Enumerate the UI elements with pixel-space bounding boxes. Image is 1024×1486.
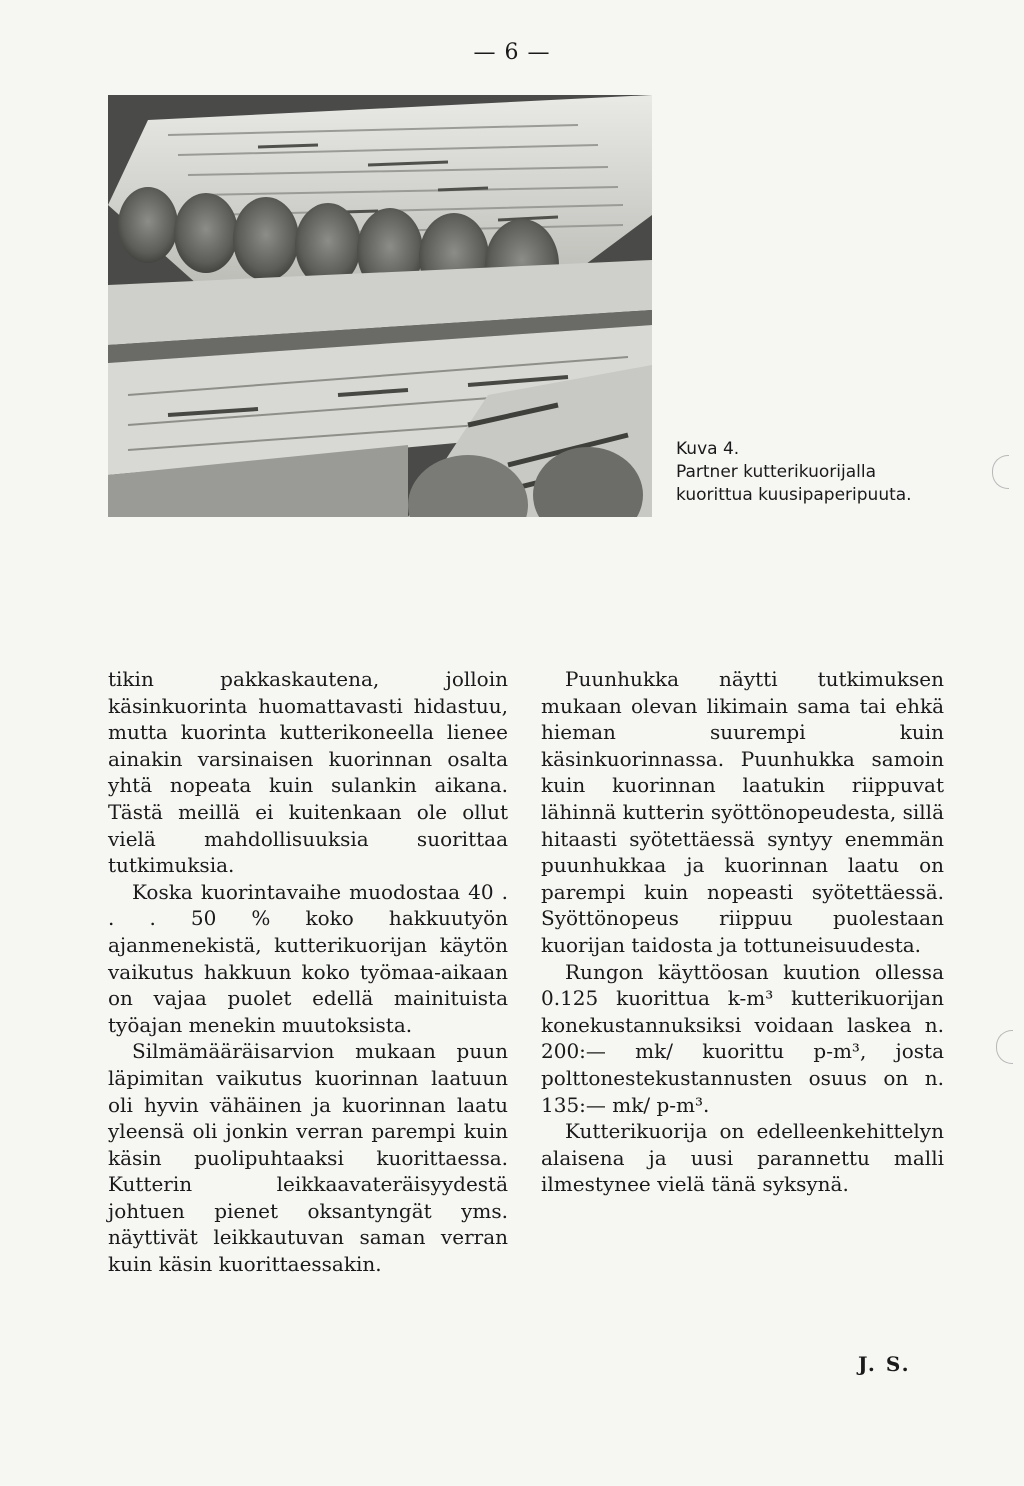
paragraph: Puunhukka näytti tutkimuksen mukaan olevan likimain sama tai ehkä hieman suurempi kuin käsinkuorinnassa. Puunhukka samoin kuin kuorinnan laatukin riippuvat lähinnä kutterin syöttönopeudesta, sillä hitaasti syötettäessä syntyy enemmän puunhukkaa ja kuorinnan laatu on parempi kuin nopeasti syötettäessä. Syöttönopeus riippuu puolestaan kuorijan taidosta ja tottuneisuudesta. <box>541 667 944 957</box>
figure-label: Kuva 4. <box>676 439 740 459</box>
figure-caption-line: kuorittua kuusipaperipuuta. <box>676 485 912 505</box>
binding-hole-mark <box>996 1030 1013 1064</box>
author-signature: J. S. <box>858 1352 911 1376</box>
page-number: — 6 — <box>473 40 551 65</box>
figure-photo <box>108 95 652 517</box>
paragraph: Rungon käyttöosan kuution ollessa 0.125 kuorittua k-m³ kutterikuorijan konekustannuksiksi voidaan laskea n. 200:— mk/ kuorittu p-m³, josta polttonestekustannusten osuus on n. 135:— mk/ p-m³. <box>541 959 944 1117</box>
figure-caption-line: Partner kutterikuorijalla <box>676 462 876 482</box>
right-text-column <box>541 666 944 1198</box>
paragraph: Kutterikuorija on edelleenkehittelyn alaisena ja uusi parannettu malli ilmestynee vielä tänä syksynä. <box>541 1119 944 1197</box>
paragraph: Koska kuorintavaihe muodostaa 40 . . . 50 % koko hakkuutyön ajanmenekistä, kutterikuorijan käytön vaikutus hakkuun koko työmaa-aikaan on vajaa puolet edellä mainituista työajan menekin muutoksista. <box>108 879 508 1037</box>
figure-caption <box>676 438 976 507</box>
binding-hole-mark <box>992 455 1009 489</box>
pulpwood-logs-image <box>108 95 652 517</box>
left-text-column <box>108 666 508 1278</box>
paragraph: Silmämääräisarvion mukaan puun läpimitan vaikutus kuorinnan laatuun oli hyvin vähäinen ja kuorinnan laatu yleensä oli jonkin verran parempi kuin käsin puolipuhtaaksi kuorittaessa. Kutterin leikkaavateräisyydestä johtuen pienet oksantyngät yms. näyttivät leikkautuvan saman verran kuin käsin kuorittaessakin. <box>108 1039 508 1277</box>
paragraph: tikin pakkaskautena, jolloin käsinkuorinta huomattavasti hidastuu, mutta kuorinta kutterikoneella lienee ainakin varsinaisen kuorinnan osalta yhtä nopeata kuin sulankin aikana. Tästä meillä ei kuitenkaan ole ollut vielä mahdollisuuksia suorittaa tutkimuksia. <box>108 667 508 878</box>
